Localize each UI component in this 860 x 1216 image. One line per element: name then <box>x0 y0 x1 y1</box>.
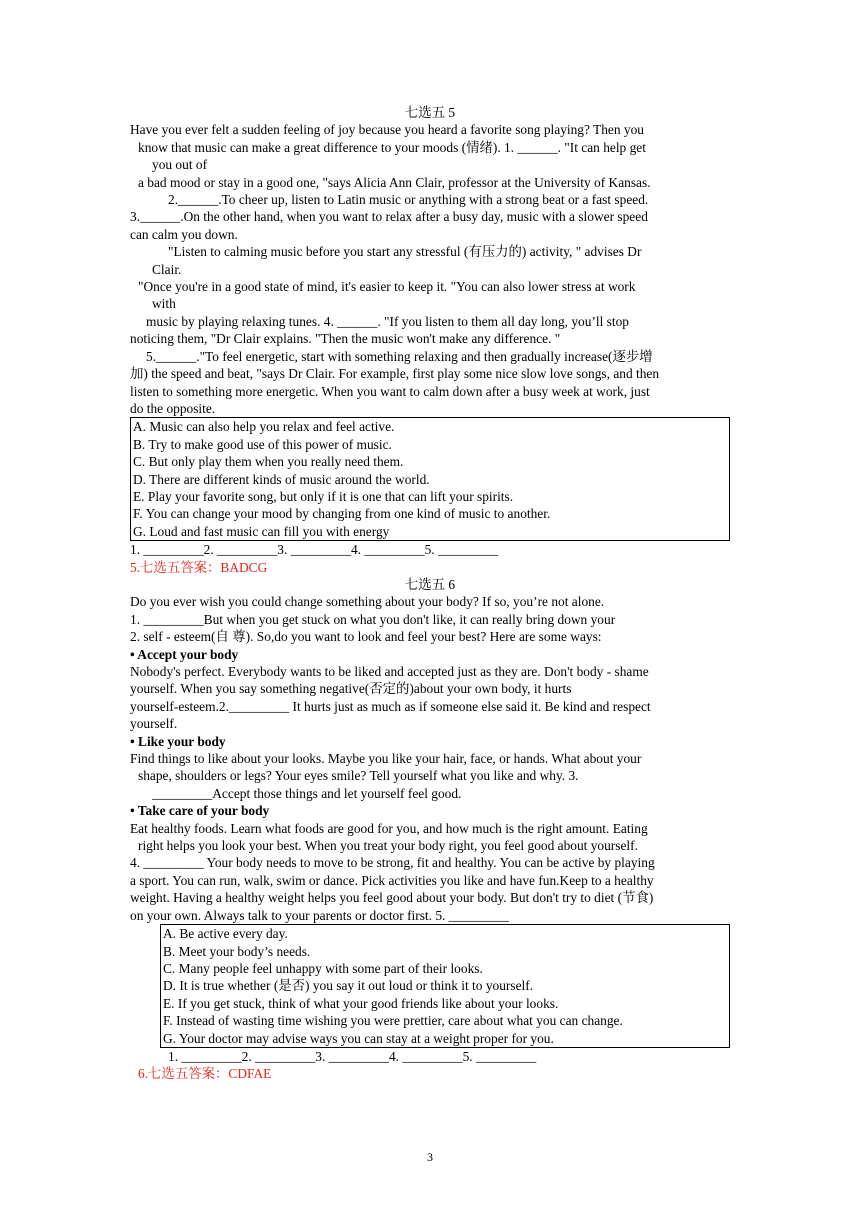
s5-option-f: F. You can change your mood by changing from one kind of music to another. <box>133 506 551 522</box>
s6-p3-line-1: Eat healthy foods. Learn what foods are good for you, and how much is the right amount. Eating <box>130 820 648 836</box>
s5-option-b: B. Try to make good use of this power of music. <box>133 436 392 452</box>
s5-option-g: G. Loud and fast music can fill you with energy <box>133 523 390 539</box>
s5-line-16: listen to something more energetic. When you want to calm down after a busy week at work, just <box>130 383 650 399</box>
s6-option-e: E. If you get stuck, think of what your good friends like about your looks. <box>163 995 559 1011</box>
s6-heading-care: • Take care of your body <box>130 803 270 819</box>
s5-line-12: music by playing relaxing tunes. 4. ______. "If you listen to them all day long, you’ll stop <box>146 313 630 329</box>
s5-line-15: 加) the speed and beat, "says Dr Clair. For example, first play some nice slow love songs, and then <box>130 366 660 382</box>
s6-intro-2: 1. _________But when you get stuck on what you don't like, it can really bring down your <box>130 611 616 627</box>
s5-line-1: Have you ever felt a sudden feeling of joy because you heard a favorite song playing? Then you <box>130 122 644 138</box>
s5-options-box <box>130 417 730 541</box>
s6-answer-blanks: 1. _________2. _________3. _________4. _________5. _________ <box>168 1048 537 1064</box>
s5-line-4: a bad mood or stay in a good one, "says Alicia Ann Clair, professor at the University of Kansas. <box>138 174 651 190</box>
s5-answer-blanks: 1. _________2. _________3. _________4. _________5. _________ <box>130 542 499 558</box>
s6-option-d: D. It is true whether (是否) you say it out loud or think it to yourself. <box>163 978 534 994</box>
s6-p2-line-2: shape, shoulders or legs? Your eyes smile? Tell yourself what you like and why. 3. <box>138 768 579 784</box>
s5-line-14: 5.______."To feel energetic, start with something relaxing and then gradually increase(逐步增 <box>146 348 653 364</box>
s6-p1-line-1: Nobody's perfect. Everybody wants to be liked and accepted just as they are. Don't body - shame <box>130 664 649 679</box>
s6-p3-line-3: 4. _________ Your body needs to move to be strong, fit and healthy. You can be active by playing <box>130 855 655 871</box>
s5-line-3: you out of <box>152 157 208 173</box>
s6-p1-line-4: yourself. <box>130 716 178 732</box>
s6-p3-line-2: right helps you look your best. When you treat your body right, you feel good about yourself. <box>138 838 638 854</box>
s6-heading-accept: • Accept your body <box>130 646 239 662</box>
s5-option-a: A. Music can also help you relax and feel active. <box>133 419 395 435</box>
s5-line-5: 2.______.To cheer up, listen to Latin music or anything with a strong beat or a fast speed. <box>168 192 649 208</box>
s6-option-c: C. Many people feel unhappy with some part of their looks. <box>163 960 483 976</box>
s6-p1-line-3: yourself-esteem.2._________ It hurts just as much as if someone else said it. Be kind and respect <box>130 698 651 714</box>
s5-option-c: C. But only play them when you really need them. <box>133 454 404 470</box>
s6-p3-line-5: weight. Having a healthy weight helps you feel good about your body. But don't try to diet (节食) <box>130 890 654 906</box>
s6-answer-key: 6.七选五答案：CDFAE <box>138 1066 272 1082</box>
s6-intro-1: Do you ever wish you could change something about your body? If so, you’re not alone. <box>130 594 605 610</box>
document-page <box>130 104 730 1083</box>
s5-line-17: do the opposite. <box>130 400 216 416</box>
s6-p3-line-6: on your own. Always talk to your parents or doctor first. 5. _________ <box>130 907 509 923</box>
s5-line-7: can calm you down. <box>130 226 238 242</box>
s5-option-e: E. Play your favorite song, but only if it is one that can lift your spirits. <box>133 488 514 504</box>
s6-options-box <box>160 924 730 1048</box>
s6-p2-line-3: _________Accept those things and let yourself feel good. <box>152 785 462 801</box>
s5-answer-key: 5.七选五答案：BADCG <box>130 559 268 575</box>
s5-line-8: "Listen to calming music before you start any stressful (有压力的) activity, " advises Dr <box>168 244 642 260</box>
s6-option-a: A. Be active every day. <box>163 926 288 942</box>
s5-line-9: Clair. <box>152 261 182 277</box>
s6-option-f: F. Instead of wasting time wishing you were prettier, care about what you can change. <box>163 1013 623 1029</box>
s5-line-11: with <box>152 296 176 312</box>
s6-p3-line-4: a sport. You can run, walk, swim or dance. Pick activities you like and have fun.Keep to a healthy <box>130 872 654 888</box>
page-number: 3 <box>427 1150 433 1164</box>
s5-line-6: 3.______.On the other hand, when you want to relax after a busy day, music with a slower speed <box>130 209 648 225</box>
s6-option-g: G. Your doctor may advise ways you can stay at a weight proper for you. <box>163 1030 554 1046</box>
s5-line-13: noticing them, "Dr Clair explains. "Then the music won't make any difference. " <box>130 331 561 347</box>
s6-p2-line-1: Find things to like about your looks. Maybe you like your hair, face, or hands. What about your <box>130 751 642 767</box>
s6-heading-like: • Like your body <box>130 733 226 749</box>
s5-line-10: "Once you're in a good state of mind, it's easier to keep it. "You can also lower stress at work <box>138 279 636 295</box>
s6-option-b: B. Meet your body’s needs. <box>163 943 311 959</box>
s5-option-d: D. There are different kinds of music around the world. <box>133 471 430 487</box>
s5-line-2: know that music can make a great difference to your moods (情绪). 1. ______. "It can help get <box>138 139 646 155</box>
s6-intro-3: 2. self - esteem(自 尊). So,do you want to look and feel your best? Here are some ways: <box>130 629 602 645</box>
section-5-title: 七选五 5 <box>404 105 456 120</box>
s6-p1-line-2: yourself. When you say something negative(否定的)about your own body, it hurts <box>130 681 572 697</box>
section-6-title: 七选五 6 <box>404 576 456 592</box>
